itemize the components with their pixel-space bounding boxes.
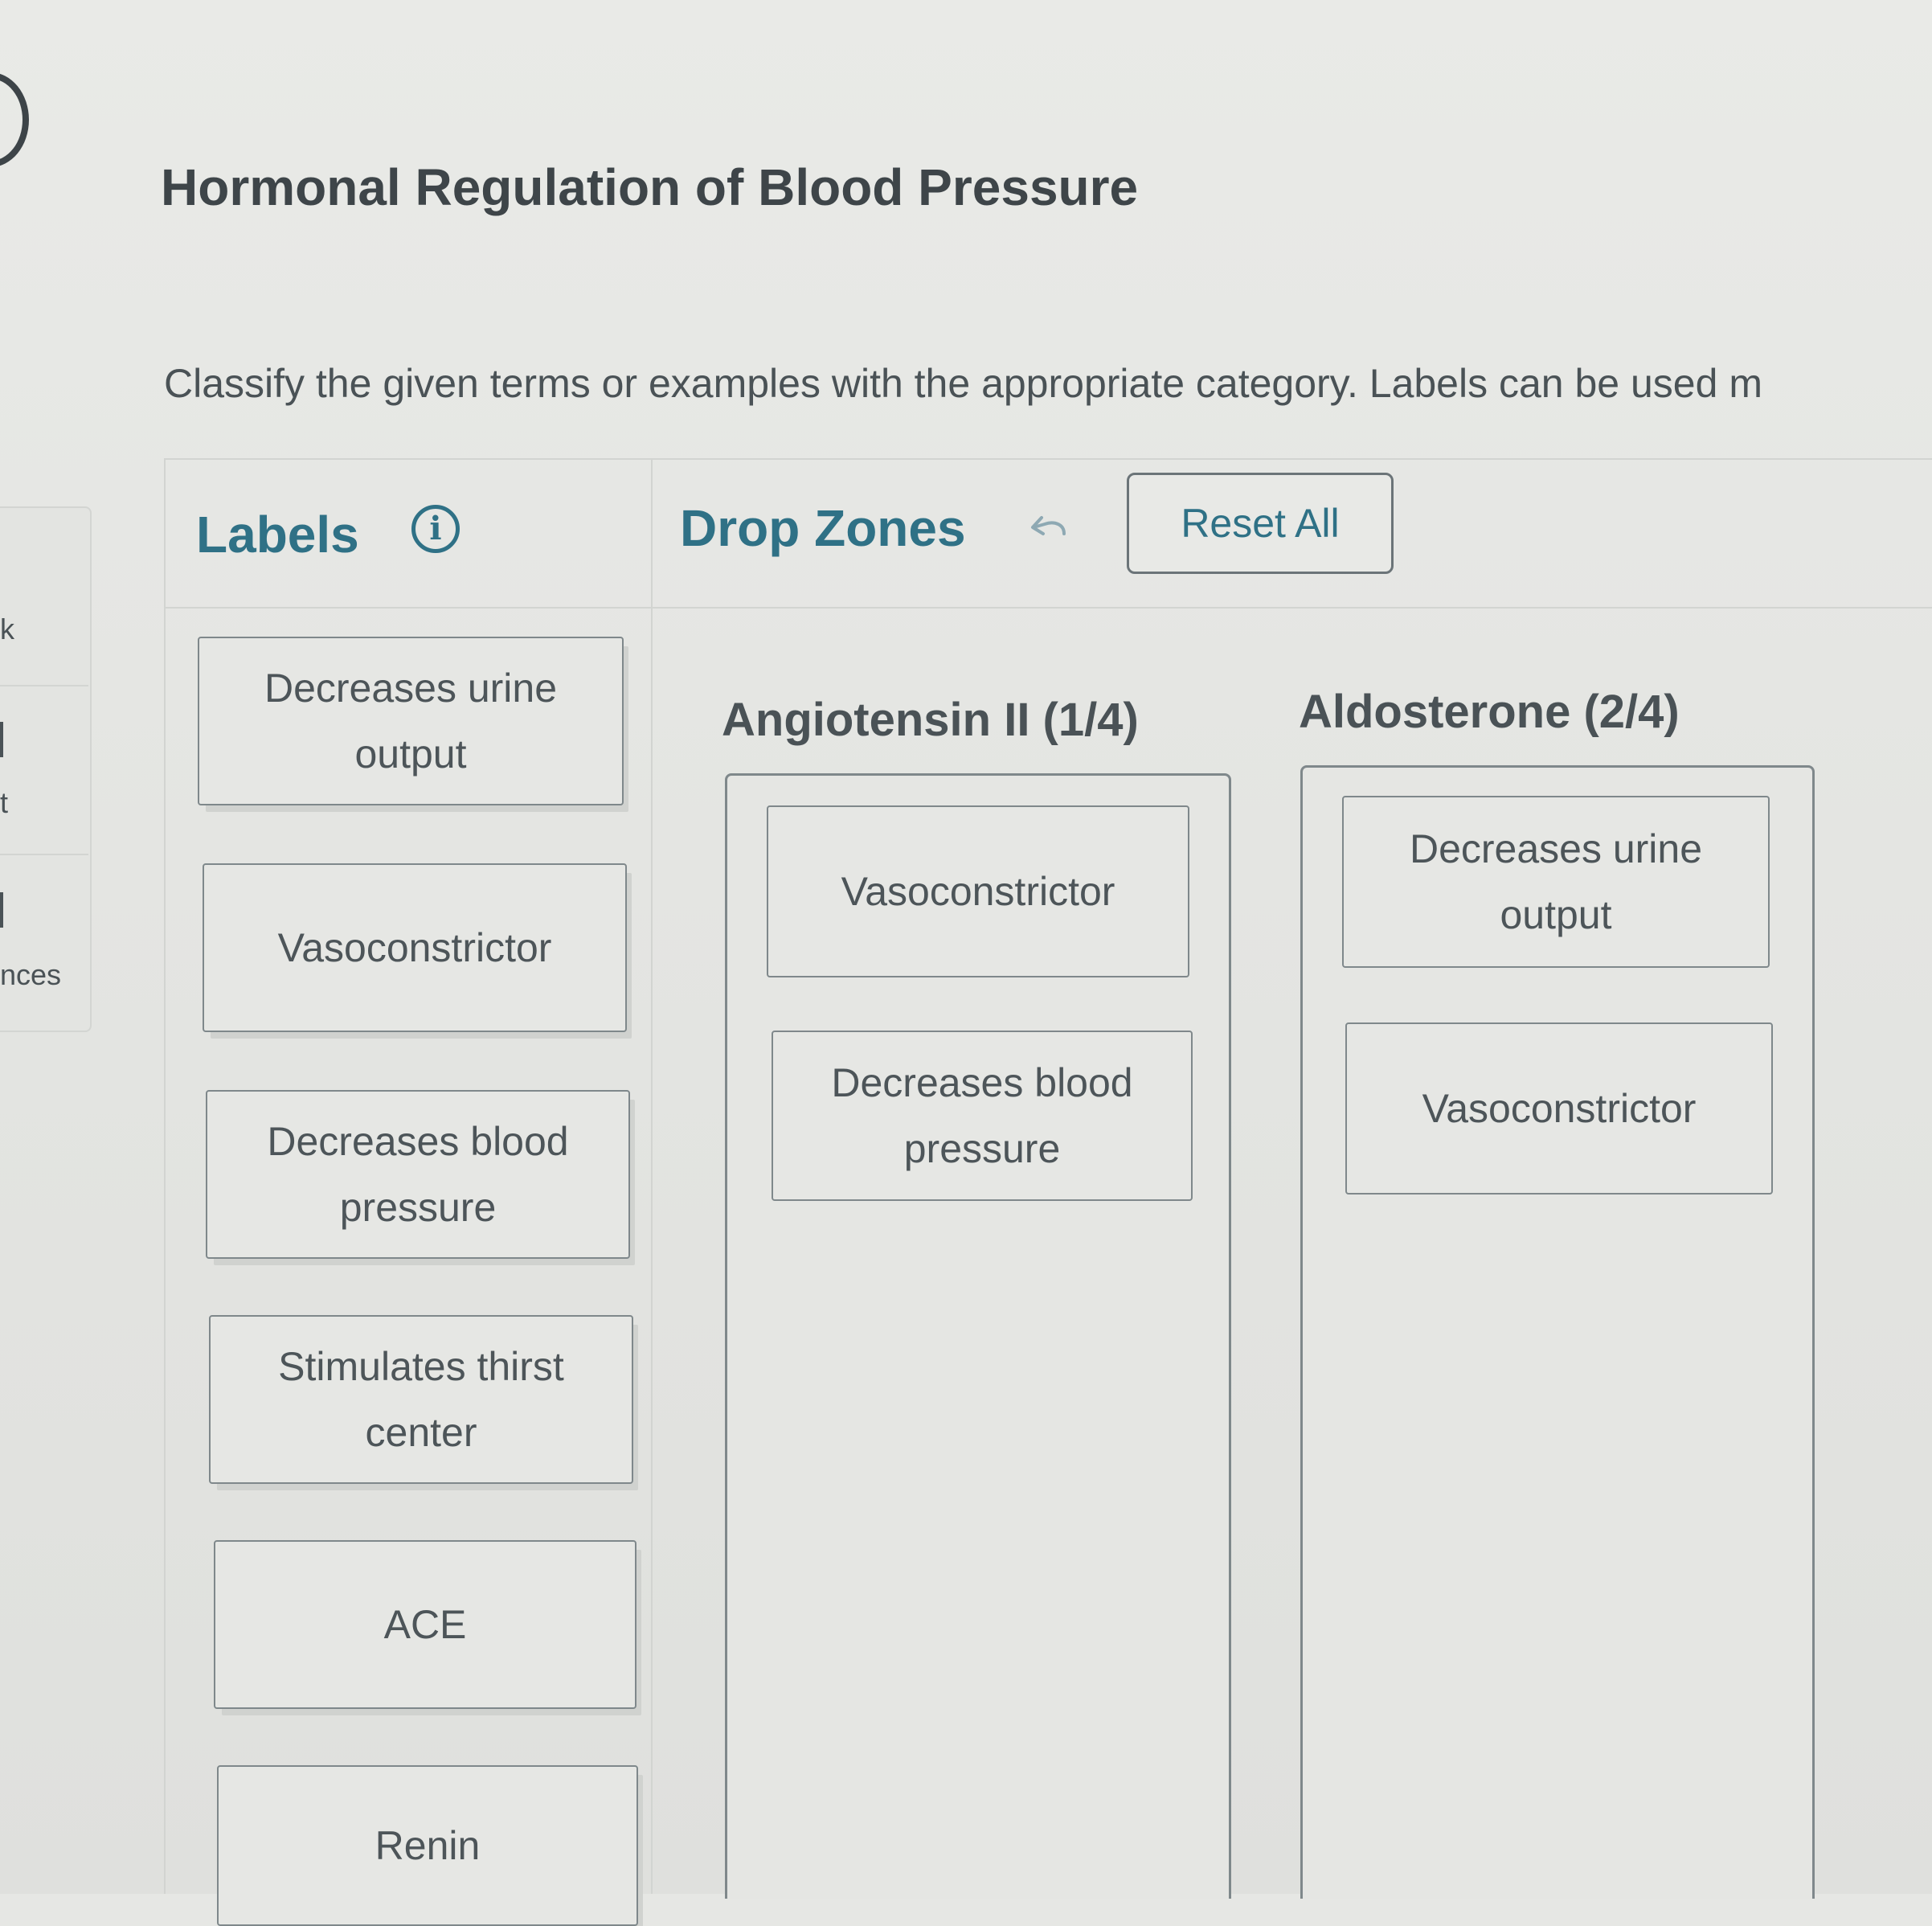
side-nav-item[interactable]: k: [0, 613, 14, 645]
side-nav-marker: [0, 722, 3, 757]
zone-title-aldosterone: Aldosterone (2/4): [1299, 686, 1680, 738]
reset-all-button[interactable]: Reset All: [1127, 473, 1394, 574]
panel-header-divider: [164, 607, 1932, 609]
undo-icon[interactable]: [1025, 506, 1070, 551]
label-card-vasoconstrictor[interactable]: Vasoconstrictor: [203, 863, 627, 1032]
circle-fragment-icon: [0, 72, 29, 167]
label-card-decreases-urine-output[interactable]: Decreases urine output: [198, 637, 624, 805]
side-nav-item[interactable]: nces: [0, 958, 62, 991]
page-title: Hormonal Regulation of Blood Pressure: [161, 158, 1139, 216]
label-card-decreases-blood-pressure[interactable]: Decreases blood pressure: [206, 1090, 630, 1259]
zone-card-vasoconstrictor[interactable]: Vasoconstrictor: [767, 805, 1189, 977]
side-nav-marker: [0, 892, 3, 928]
label-card-renin[interactable]: Renin: [217, 1765, 638, 1926]
side-nav-divider: [0, 685, 88, 686]
side-nav: [0, 506, 92, 1032]
info-icon[interactable]: i: [411, 505, 460, 553]
zone-card-decreases-urine-output[interactable]: Decreases urine output: [1342, 796, 1770, 968]
zone-card-vasoconstrictor[interactable]: Vasoconstrictor: [1345, 1022, 1773, 1195]
zone-title-angiotensin-ii: Angiotensin II (1/4): [722, 694, 1139, 746]
drop-zones-heading: Drop Zones: [680, 499, 966, 557]
instructions: Classify the given terms or examples with the appropriate category. Labels can be used m: [164, 361, 1762, 406]
label-card-stimulates-thirst-center[interactable]: Stimulates thirst center: [209, 1315, 633, 1484]
labels-heading: Labels: [196, 506, 359, 563]
zone-card-decreases-blood-pressure[interactable]: Decreases blood pressure: [772, 1031, 1193, 1201]
side-nav-item[interactable]: t: [0, 786, 9, 819]
side-nav-divider: [0, 854, 88, 855]
label-card-ace[interactable]: ACE: [214, 1540, 636, 1709]
